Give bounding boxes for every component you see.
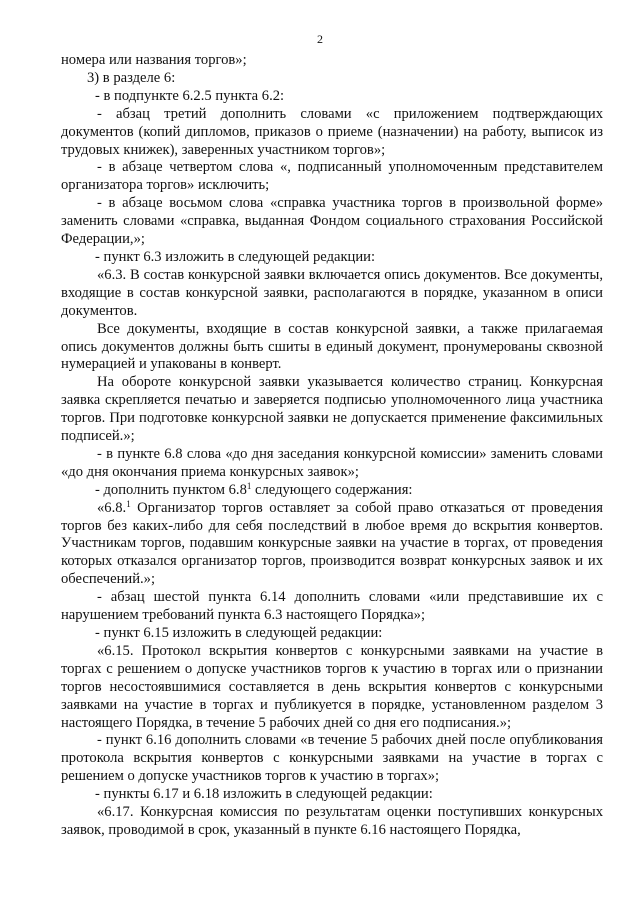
paragraph xyxy=(61,500,603,590)
paragraph xyxy=(61,482,603,500)
text-run: Организатор торгов оставляет за собой право отказаться от проведения торгов без каких-либо для себя последствий в любое время до вскрытия конвертов. Участникам торгов, подавшим конкурсные заявки на участие в торгах, от проведения которых отказался организатор торгов, производится возврат конкурсных заявок и их обеспечений.»; xyxy=(61,499,603,588)
paragraph: На обороте конкурсной заявки указывается количество страниц. Конкурсная заявка скрепляется печатью и заверяется подписью уполномоченного лица участника торгов. При подготовке конкурсной заявки не допускается применение факсимильных подписей.»; xyxy=(61,374,603,445)
paragraph: - в пункте 6.8 слова «до дня заседания конкурсной комиссии» заменить словами «до дня окончания приема конкурсных заявок»; xyxy=(61,445,603,480)
page-number: 2 xyxy=(317,32,323,46)
paragraph: - в абзаце восьмом слова «справка участника торгов в произвольной форме» заменить словами «справка, выданная Фондом социального страхования Российской Федерации,»; xyxy=(61,195,603,248)
paragraph: - в абзаце четвертом слова «, подписанный уполномоченным представителем организатора торгов» исключить; xyxy=(61,159,603,194)
text-run: «6.8. xyxy=(97,499,127,516)
paragraph: - пункт 6.16 дополнить словами «в течение 5 рабочих дней после опубликования протокола вскрытия конвертов с конкурсными заявками на участие в торгах с решением о допуске участников торгов к участию в торгах»; xyxy=(61,732,603,785)
paragraph: номера или названия торгов»; xyxy=(61,52,247,68)
paragraph: «6.17. Конкурсная комиссия по результатам оценки поступивших конкурсных заявок, проводимой в срок, указанный в пункте 6.16 настоящего Порядка, xyxy=(61,804,603,838)
paragraph: - пункт 6.15 изложить в следующей редакции: xyxy=(95,625,383,641)
text-run: - дополнить пунктом 6.8 xyxy=(95,481,247,498)
paragraph: - в подпункте 6.2.5 пункта 6.2: xyxy=(95,87,285,104)
paragraph: - пункт 6.3 изложить в следующей редакции: xyxy=(95,248,376,265)
paragraph: Все документы, входящие в состав конкурсной заявки, а также прилагаемая опись документов должны быть сшиты в единый документ, пронумерованы сквозной нумерацией и упакованы в конверт. xyxy=(61,320,603,373)
document-body xyxy=(61,52,603,840)
paragraph: - абзац шестой пункта 6.14 дополнить словами «или представившие их с нарушением требований пункта 6.3 настоящего Порядка»; xyxy=(61,589,603,624)
superscript: 1 xyxy=(126,498,131,509)
superscript: 1 xyxy=(246,480,252,491)
paragraph: - пункты 6.17 и 6.18 изложить в следующей редакции: xyxy=(95,786,433,803)
paragraph: - абзац третий дополнить словами «с приложением подтверждающих документов (копий дипломов, приказов о приеме (назначении) на работу, выписок из трудовых книжек), заверенных участником торгов»; xyxy=(61,105,603,158)
section-heading: 3) в разделе 6: xyxy=(87,69,176,86)
text-run: следующего содержания: xyxy=(251,481,413,498)
paragraph: «6.3. В состав конкурсной заявки включается опись документов. Все документы, входящие в состав конкурсной заявки, располагаются в порядке, указанном в описи документов. xyxy=(61,266,603,319)
paragraph: «6.15. Протокол вскрытия конвертов с конкурсными заявками на участие в торгах с решением о допуске участников торгов к участию в торгах или о признании торгов несостоявшимися составляется в день вскрытия конвертов с конкурсными заявками на участие в торгах и публикуется в порядке, установленном разделом 3 настоящего Порядка, в течение 5 рабочих дней со дня его подписания.»; xyxy=(61,642,603,731)
